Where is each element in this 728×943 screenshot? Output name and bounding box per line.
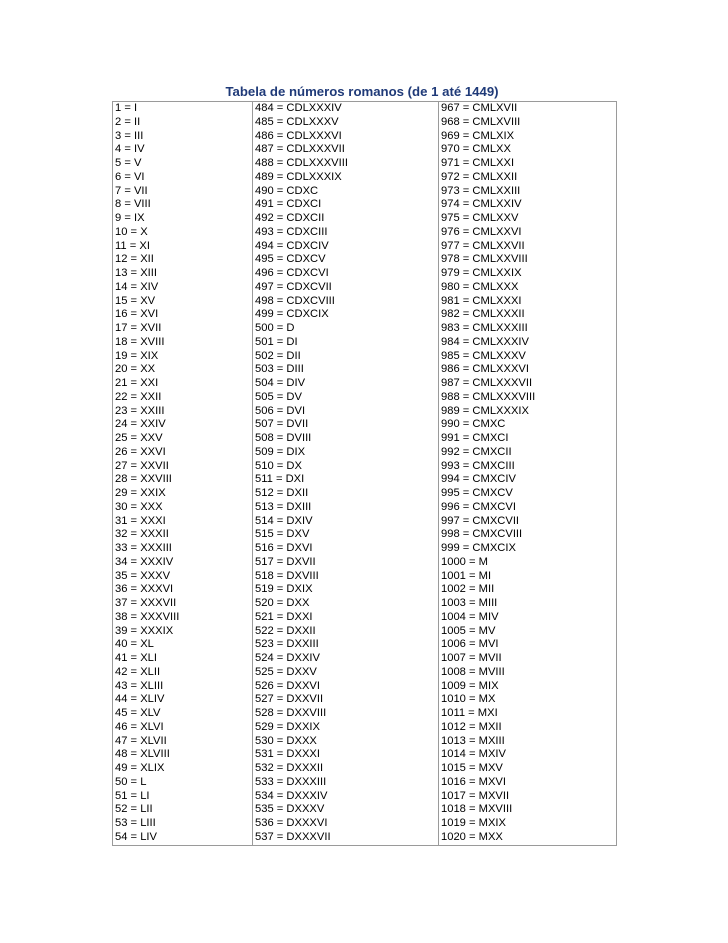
- table-cell: 24 = XXIV: [113, 418, 253, 432]
- table-cell: 992 = CMXCII: [439, 446, 617, 460]
- table-cell: 999 = CMXCIX: [439, 542, 617, 556]
- table-cell: 978 = CMLXXVIII: [439, 253, 617, 267]
- table-cell: 970 = CMLXX: [439, 143, 617, 157]
- table-cell: 973 = CMLXXIII: [439, 185, 617, 199]
- table-cell: 526 = DXXVI: [253, 680, 439, 694]
- table-cell: 7 = VII: [113, 185, 253, 199]
- table-row: [113, 803, 617, 817]
- table-row: [113, 322, 617, 336]
- roman-numerals-table: [112, 101, 617, 846]
- table-cell: 506 = DVI: [253, 405, 439, 419]
- table-cell: 32 = XXXII: [113, 528, 253, 542]
- table-cell: 980 = CMLXXX: [439, 281, 617, 295]
- table-cell: 14 = XIV: [113, 281, 253, 295]
- table-cell: 15 = XV: [113, 295, 253, 309]
- table-cell: 979 = CMLXXIX: [439, 267, 617, 281]
- table-cell: 528 = DXXVIII: [253, 707, 439, 721]
- table-cell: 517 = DXVII: [253, 556, 439, 570]
- table-row: [113, 611, 617, 625]
- table-cell: 518 = DXVIII: [253, 570, 439, 584]
- table-cell: 26 = XXVI: [113, 446, 253, 460]
- table-cell: 1002 = MII: [439, 583, 617, 597]
- table-row: [113, 267, 617, 281]
- table-cell: 991 = CMXCI: [439, 432, 617, 446]
- table-cell: 511 = DXI: [253, 473, 439, 487]
- table-cell: 503 = DIII: [253, 363, 439, 377]
- table-cell: 25 = XXV: [113, 432, 253, 446]
- table-cell: 492 = CDXCII: [253, 212, 439, 226]
- table-cell: 49 = XLIX: [113, 762, 253, 776]
- table-cell: 530 = DXXX: [253, 735, 439, 749]
- table-cell: 1001 = MI: [439, 570, 617, 584]
- table-cell: 41 = XLI: [113, 652, 253, 666]
- table-row: [113, 542, 617, 556]
- table-cell: 21 = XXI: [113, 377, 253, 391]
- table-cell: 1003 = MIII: [439, 597, 617, 611]
- table-row: [113, 790, 617, 804]
- table-row: [113, 391, 617, 405]
- table-row: [113, 212, 617, 226]
- table-row: [113, 666, 617, 680]
- table-row: [113, 501, 617, 515]
- table-cell: 514 = DXIV: [253, 515, 439, 529]
- table-row: [113, 680, 617, 694]
- table-cell: 500 = D: [253, 322, 439, 336]
- table-cell: 1010 = MX: [439, 693, 617, 707]
- table-cell: 995 = CMXCV: [439, 487, 617, 501]
- table-row: [113, 363, 617, 377]
- table-row: [113, 253, 617, 267]
- table-cell: 533 = DXXXIII: [253, 776, 439, 790]
- table-cell: 1011 = MXI: [439, 707, 617, 721]
- table-row: [113, 762, 617, 776]
- table-row: [113, 432, 617, 446]
- table-cell: 33 = XXXIII: [113, 542, 253, 556]
- table-cell: 493 = CDXCIII: [253, 226, 439, 240]
- table-cell: 996 = CMXCVI: [439, 501, 617, 515]
- table-cell: 42 = XLII: [113, 666, 253, 680]
- table-cell: 534 = DXXXIV: [253, 790, 439, 804]
- table-row: [113, 597, 617, 611]
- table-row: [113, 198, 617, 212]
- table-cell: 510 = DX: [253, 460, 439, 474]
- table-cell: 486 = CDLXXXVI: [253, 130, 439, 144]
- table-cell: 1015 = MXV: [439, 762, 617, 776]
- table-cell: 1009 = MIX: [439, 680, 617, 694]
- table-row: [113, 281, 617, 295]
- table-cell: 977 = CMLXXVII: [439, 240, 617, 254]
- table-cell: 28 = XXVIII: [113, 473, 253, 487]
- table-cell: 17 = XVII: [113, 322, 253, 336]
- table-cell: 521 = DXXI: [253, 611, 439, 625]
- table-row: [113, 652, 617, 666]
- table-row: [113, 377, 617, 391]
- table-row: [113, 528, 617, 542]
- table-cell: 19 = XIX: [113, 350, 253, 364]
- table-cell: 986 = CMLXXXVI: [439, 363, 617, 377]
- table-cell: 16 = XVI: [113, 308, 253, 322]
- table-cell: 987 = CMLXXXVII: [439, 377, 617, 391]
- table-cell: 975 = CMLXXV: [439, 212, 617, 226]
- table-cell: 34 = XXXIV: [113, 556, 253, 570]
- table-cell: 491 = CDXCI: [253, 198, 439, 212]
- table-row: [113, 776, 617, 790]
- table-cell: 507 = DVII: [253, 418, 439, 432]
- table-cell: 990 = CMXC: [439, 418, 617, 432]
- table-row: [113, 487, 617, 501]
- table-cell: 6 = VI: [113, 171, 253, 185]
- table-cell: 487 = CDLXXXVII: [253, 143, 439, 157]
- table-cell: 40 = XL: [113, 638, 253, 652]
- table-cell: 527 = DXXVII: [253, 693, 439, 707]
- table-cell: 1007 = MVII: [439, 652, 617, 666]
- table-row: [113, 817, 617, 831]
- table-cell: 45 = XLV: [113, 707, 253, 721]
- table-cell: 1006 = MVI: [439, 638, 617, 652]
- table-cell: 52 = LII: [113, 803, 253, 817]
- table-cell: 989 = CMLXXXIX: [439, 405, 617, 419]
- table-row: [113, 308, 617, 322]
- table-cell: 529 = DXXIX: [253, 721, 439, 735]
- table-cell: 981 = CMLXXXI: [439, 295, 617, 309]
- table-row: [113, 143, 617, 157]
- table-row: [113, 638, 617, 652]
- table-cell: 1005 = MV: [439, 625, 617, 639]
- table-cell: 523 = DXXIII: [253, 638, 439, 652]
- table-cell: 11 = XI: [113, 240, 253, 254]
- table-cell: 9 = IX: [113, 212, 253, 226]
- table-cell: 36 = XXXVI: [113, 583, 253, 597]
- table-cell: 505 = DV: [253, 391, 439, 405]
- table-cell: 502 = DII: [253, 350, 439, 364]
- table-cell: 969 = CMLXIX: [439, 130, 617, 144]
- table-cell: 27 = XXVII: [113, 460, 253, 474]
- table-cell: 48 = XLVIII: [113, 748, 253, 762]
- table-cell: 537 = DXXXVII: [253, 831, 439, 845]
- table-row: [113, 583, 617, 597]
- table-cell: 488 = CDLXXXVIII: [253, 157, 439, 171]
- table-cell: 10 = X: [113, 226, 253, 240]
- table-cell: 522 = DXXII: [253, 625, 439, 639]
- table-cell: 495 = CDXCV: [253, 253, 439, 267]
- table-cell: 988 = CMLXXXVIII: [439, 391, 617, 405]
- table-cell: 997 = CMXCVII: [439, 515, 617, 529]
- table-cell: 974 = CMLXXIV: [439, 198, 617, 212]
- table-cell: 12 = XII: [113, 253, 253, 267]
- table-cell: 497 = CDXCVII: [253, 281, 439, 295]
- table-cell: 46 = XLVI: [113, 721, 253, 735]
- table-row: [113, 735, 617, 749]
- table-cell: 2 = II: [113, 116, 253, 130]
- table-cell: 536 = DXXXVI: [253, 817, 439, 831]
- table-cell: 985 = CMLXXXV: [439, 350, 617, 364]
- table-cell: 29 = XXIX: [113, 487, 253, 501]
- table-cell: 984 = CMLXXXIV: [439, 336, 617, 350]
- table-cell: 23 = XXIII: [113, 405, 253, 419]
- table-cell: 993 = CMXCIII: [439, 460, 617, 474]
- table-cell: 3 = III: [113, 130, 253, 144]
- table-cell: 967 = CMLXVII: [439, 102, 617, 116]
- table-row: [113, 570, 617, 584]
- table-cell: 489 = CDLXXXIX: [253, 171, 439, 185]
- table-cell: 982 = CMLXXXII: [439, 308, 617, 322]
- table-cell: 18 = XVIII: [113, 336, 253, 350]
- table-cell: 8 = VIII: [113, 198, 253, 212]
- table-row: [113, 748, 617, 762]
- table-cell: 20 = XX: [113, 363, 253, 377]
- table-cell: 39 = XXXIX: [113, 625, 253, 639]
- table-cell: 508 = DVIII: [253, 432, 439, 446]
- table-cell: 1018 = MXVIII: [439, 803, 617, 817]
- table-cell: 532 = DXXXII: [253, 762, 439, 776]
- table-cell: 494 = CDXCIV: [253, 240, 439, 254]
- table-cell: 520 = DXX: [253, 597, 439, 611]
- table-row: [113, 226, 617, 240]
- table-row: [113, 130, 617, 144]
- table-row: [113, 102, 617, 116]
- table-row: [113, 446, 617, 460]
- table-cell: 490 = CDXC: [253, 185, 439, 199]
- table-cell: 504 = DIV: [253, 377, 439, 391]
- table-row: [113, 405, 617, 419]
- table-cell: 1017 = MXVII: [439, 790, 617, 804]
- table-row: [113, 336, 617, 350]
- table-cell: 37 = XXXVII: [113, 597, 253, 611]
- table-row: [113, 350, 617, 364]
- table-row: [113, 295, 617, 309]
- table-cell: 513 = DXIII: [253, 501, 439, 515]
- table-cell: 971 = CMLXXI: [439, 157, 617, 171]
- table-cell: 30 = XXX: [113, 501, 253, 515]
- table-row: [113, 556, 617, 570]
- table-row: [113, 460, 617, 474]
- table-row: [113, 473, 617, 487]
- table-cell: 51 = LI: [113, 790, 253, 804]
- table-cell: 31 = XXXI: [113, 515, 253, 529]
- table-cell: 4 = IV: [113, 143, 253, 157]
- table-cell: 509 = DIX: [253, 446, 439, 460]
- table-cell: 994 = CMXCIV: [439, 473, 617, 487]
- table-cell: 498 = CDXCVIII: [253, 295, 439, 309]
- table-cell: 484 = CDLXXXIV: [253, 102, 439, 116]
- table-cell: 1020 = MXX: [439, 831, 617, 845]
- table-row: [113, 116, 617, 130]
- table-cell: 1013 = MXIII: [439, 735, 617, 749]
- table-cell: 968 = CMLXVIII: [439, 116, 617, 130]
- table-cell: 1016 = MXVI: [439, 776, 617, 790]
- table-cell: 44 = XLIV: [113, 693, 253, 707]
- table-row: [113, 707, 617, 721]
- table-cell: 1014 = MXIV: [439, 748, 617, 762]
- table-cell: 53 = LIII: [113, 817, 253, 831]
- table-cell: 535 = DXXXV: [253, 803, 439, 817]
- table-cell: 501 = DI: [253, 336, 439, 350]
- table-cell: 1004 = MIV: [439, 611, 617, 625]
- table-cell: 499 = CDXCIX: [253, 308, 439, 322]
- table-cell: 43 = XLIII: [113, 680, 253, 694]
- table-row: [113, 185, 617, 199]
- table-row: [113, 515, 617, 529]
- table-cell: 512 = DXII: [253, 487, 439, 501]
- table-cell: 524 = DXXIV: [253, 652, 439, 666]
- table-cell: 976 = CMLXXVI: [439, 226, 617, 240]
- table-cell: 1008 = MVIII: [439, 666, 617, 680]
- table-cell: 496 = CDXCVI: [253, 267, 439, 281]
- table-cell: 998 = CMXCVIII: [439, 528, 617, 542]
- table-cell: 5 = V: [113, 157, 253, 171]
- table-cell: 50 = L: [113, 776, 253, 790]
- table-cell: 1 = I: [113, 102, 253, 116]
- table-body: [113, 102, 617, 846]
- table-cell: 485 = CDLXXXV: [253, 116, 439, 130]
- table-cell: 983 = CMLXXXIII: [439, 322, 617, 336]
- table-row: [113, 831, 617, 845]
- table-row: [113, 721, 617, 735]
- table-row: [113, 418, 617, 432]
- table-cell: 531 = DXXXI: [253, 748, 439, 762]
- table-cell: 13 = XIII: [113, 267, 253, 281]
- table-cell: 38 = XXXVIII: [113, 611, 253, 625]
- table-cell: 519 = DXIX: [253, 583, 439, 597]
- table-row: [113, 693, 617, 707]
- table-cell: 972 = CMLXXII: [439, 171, 617, 185]
- table-row: [113, 240, 617, 254]
- table-row: [113, 171, 617, 185]
- table-cell: 515 = DXV: [253, 528, 439, 542]
- table-cell: 1019 = MXIX: [439, 817, 617, 831]
- document-title: Tabela de números romanos (de 1 até 1449): [225, 84, 499, 99]
- table-row: [113, 157, 617, 171]
- table-cell: 525 = DXXV: [253, 666, 439, 680]
- table-cell: 35 = XXXV: [113, 570, 253, 584]
- table-cell: 22 = XXII: [113, 391, 253, 405]
- table-row: [113, 625, 617, 639]
- table-cell: 1000 = M: [439, 556, 617, 570]
- table-cell: 1012 = MXII: [439, 721, 617, 735]
- table-cell: 54 = LIV: [113, 831, 253, 845]
- table-cell: 47 = XLVII: [113, 735, 253, 749]
- table-cell: 516 = DXVI: [253, 542, 439, 556]
